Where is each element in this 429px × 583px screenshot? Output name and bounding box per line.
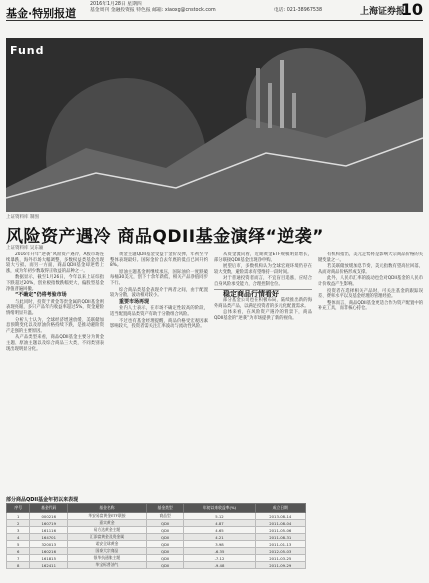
paragraph: 分析人士认为，全球经济增速放缓、美联储加息预期变化以及原油价格持续下跌，是推动避险资产走强的主要原因。 (6, 317, 104, 334)
issue-date: 2016年1月28日 星期四 (90, 2, 142, 7)
table-cell: 银华抗通胀主题 (68, 555, 147, 562)
table-cell: 嘉实黄金 (68, 520, 147, 527)
table-title: 部分商品QDII基金年初以来表现 (6, 497, 79, 503)
table-header: 基金类型 (146, 504, 184, 513)
table-cell: 4.21 (184, 534, 255, 541)
editor-info: 电话: 021-38967538 (274, 8, 323, 13)
paragraph: 整体而言，商品QDII基金更适合作为资产配置中的补充工具，而非核心持仓。 (318, 300, 423, 312)
table-header-row (7, 504, 306, 513)
table-cell: 2011-01-13 (255, 541, 305, 548)
table-cell: QDII (146, 548, 184, 555)
table-cell: 2011-09-29 (255, 562, 305, 569)
paragraph: 若美联储放缓加息节奏，美元指数有望高位回落，从而对商品价格形成支撑。 (318, 264, 423, 275)
table-cell: 4 (7, 534, 30, 541)
table-cell: 汇添富黄金及贵金属 (68, 534, 147, 541)
paragraph: 不过也有基金经理提醒，商品价格受宏观因素影响较大，投资者需关注汇率波动与流动性风险。 (110, 318, 208, 330)
page-header (0, 0, 429, 38)
fund-table (6, 503, 306, 569)
table-cell: 2012-05-03 (255, 548, 305, 555)
table-row (7, 562, 306, 569)
article-column-2 (110, 252, 208, 490)
table-cell: 诺安全球黄金 (68, 541, 147, 548)
table-cell: 6 (7, 548, 30, 555)
contact-info: 基金周刊 金融投资报 特色报 邮箱: xiaoxg@cnstock.com (90, 8, 216, 13)
table-cell: -7.12 (184, 555, 255, 562)
table-cell: QDII (146, 534, 184, 541)
table-cell: 2011-08-31 (255, 534, 305, 541)
table-header: 基金名称 (68, 504, 147, 513)
paragraph: 总体来看，在风险资产遇冷的背景下，商品QDII基金的“逆袭”为市场提供了新的视角。 (214, 310, 312, 321)
image-caption: 上证资料库 制图 (6, 215, 39, 220)
table-cell: 2011-03-25 (255, 555, 305, 562)
paragraph: 与此同时，投资于黄金等贵金属的QDII基金则表现亮眼，多只产品年内收益率超过5%，资金避险情绪明显升温。 (6, 299, 104, 316)
paragraph: 数据显示，截至1月26日，今年以来上证综指下跌超过20%，创业板指数跌幅更大，偏股型基金净值普遍回撤。 (6, 275, 104, 292)
paragraph: 对于普通投资者而言，不宜盲目追涨，应结合自身风险承受能力，合理控制仓位。 (214, 276, 312, 287)
table-cell: 164701 (30, 534, 68, 541)
subhead: 重要市场再现 (119, 298, 150, 305)
table-row (7, 513, 306, 520)
table-header: 基金代码 (30, 504, 68, 513)
article-column-3 (214, 252, 312, 490)
paragraph: 此外，人民币汇率的波动也会对QDII基金的人民币计价收益产生影响。 (318, 276, 423, 287)
table-cell: 2013-08-14 (255, 513, 305, 520)
table-cell: 3 (7, 527, 30, 534)
table-cell: 000216 (30, 513, 68, 520)
table-cell: 华安易富黄金ETF联接 (68, 513, 147, 520)
table-row (7, 527, 306, 534)
paragraph: 有机构指出，美元走势将是影响大宗商品价格的关键变量之一。 (318, 252, 423, 263)
paragraph: 2016年开年“逆袭”风险资产遇冷，A股市场连续暴跌，海外市场大幅调整，多数权益类基金出现较大亏损。而另一方面，商品QDII基金却逆势上涨，成为年初少数取得正收益的品种之一。 (6, 252, 104, 274)
table-cell: 2 (7, 520, 30, 527)
paragraph: 从产品类型来看，商品QDII基金主要分为黄金主题、原油主题以及综合商品三大类，不同类别表现出现明显分化。 (6, 335, 104, 352)
table-cell: 易方达黄金主题 (68, 527, 147, 534)
byline: 上证资料库 吴东颖 (6, 246, 44, 251)
header-rule (6, 20, 423, 21)
table-row (7, 520, 306, 527)
table-cell: 2011-05-06 (255, 527, 305, 534)
paragraph: 原油主题基金则继续承压，国际油价一度跌破每桶30美元，创下十余年新低，相关产品净值同步下行。 (110, 269, 208, 286)
table-cell: QDII (146, 520, 184, 527)
table-cell: 162411 (30, 562, 68, 569)
table-row (7, 555, 306, 562)
table-cell: 3.98 (184, 541, 255, 548)
table-cell: QDII (146, 555, 184, 562)
subhead: “不确定”仍将考验市场 (15, 292, 67, 299)
table-cell: QDII (146, 527, 184, 534)
article-column-1 (6, 252, 104, 490)
paragraph: 业内人士表示，在市场不确定性较高的阶段，适当配置商品类资产有助于分散组合风险。 (110, 306, 208, 317)
hero-tag: Fund (10, 44, 45, 57)
paragraph: 综合商品类基金表现介于两者之间，由于配置较为分散，波动相对较小。 (110, 287, 208, 299)
issue-info (90, 2, 272, 14)
table-header: 序号 (7, 504, 30, 513)
paragraph: 投资者在选择相关产品时，可关注基金的跟踪误差、费率水平以及基金经理的管理经验。 (318, 288, 423, 300)
table-cell: 5 (7, 541, 30, 548)
table-cell: 320013 (30, 541, 68, 548)
page-number: 10 (400, 0, 423, 19)
table-cell: 4.87 (184, 520, 255, 527)
paragraph: 部分基金公司也在积极布局，陆续推出新的海外商品类产品，以满足投资者的多元化配置需求。 (214, 298, 312, 309)
table-cell: QDII (146, 541, 184, 548)
table-cell: 161116 (30, 527, 68, 534)
table-row (7, 541, 306, 548)
table-cell: 161815 (30, 555, 68, 562)
table-cell: 5.12 (184, 513, 255, 520)
article-column-4 (318, 252, 423, 577)
paragraph: 从资金流向看，近期黄金ETF规模明显增长，部分联接QDII基金出现净申购。 (214, 252, 312, 263)
paragraph: 黄金主题QDII基金受益于金价反弹，年初至今整体表现最好。国际金价自去年底的低点已回升约8%。 (110, 252, 208, 269)
paper-name: 上海证券报 (359, 7, 405, 17)
table-cell: 160216 (30, 548, 68, 555)
table-cell: QDII (146, 562, 184, 569)
table-cell: -6.35 (184, 548, 255, 555)
table-header: 年初以来收益率(%) (184, 504, 255, 513)
table-cell: 国泰大宗商品 (68, 548, 147, 555)
table-row (7, 534, 306, 541)
table-row (7, 548, 306, 555)
subhead: 稳定商品行情看好 (214, 289, 312, 298)
table-cell: 2011-08-04 (255, 520, 305, 527)
paragraph: 展望后市，多数机构认为全球宏观环境仍存在较大变数，避险需求有望维持一段时间。 (214, 264, 312, 275)
table-cell: 华宝标普油气 (68, 562, 147, 569)
section-name: 基金·特别报道 (6, 7, 77, 20)
hero-image (6, 38, 423, 212)
table-cell: 4.65 (184, 527, 255, 534)
hero-illustration (6, 38, 423, 212)
table-cell: 7 (7, 555, 30, 562)
headline: 风险资产遇冷 商品QDII基金演绎“逆袭” (6, 227, 324, 247)
table-header: 成立日期 (255, 504, 305, 513)
table-cell: 商品型 (146, 513, 184, 520)
table-cell: 1 (7, 513, 30, 520)
table-cell: 8 (7, 562, 30, 569)
table-cell: 160719 (30, 520, 68, 527)
table-cell: -9.48 (184, 562, 255, 569)
